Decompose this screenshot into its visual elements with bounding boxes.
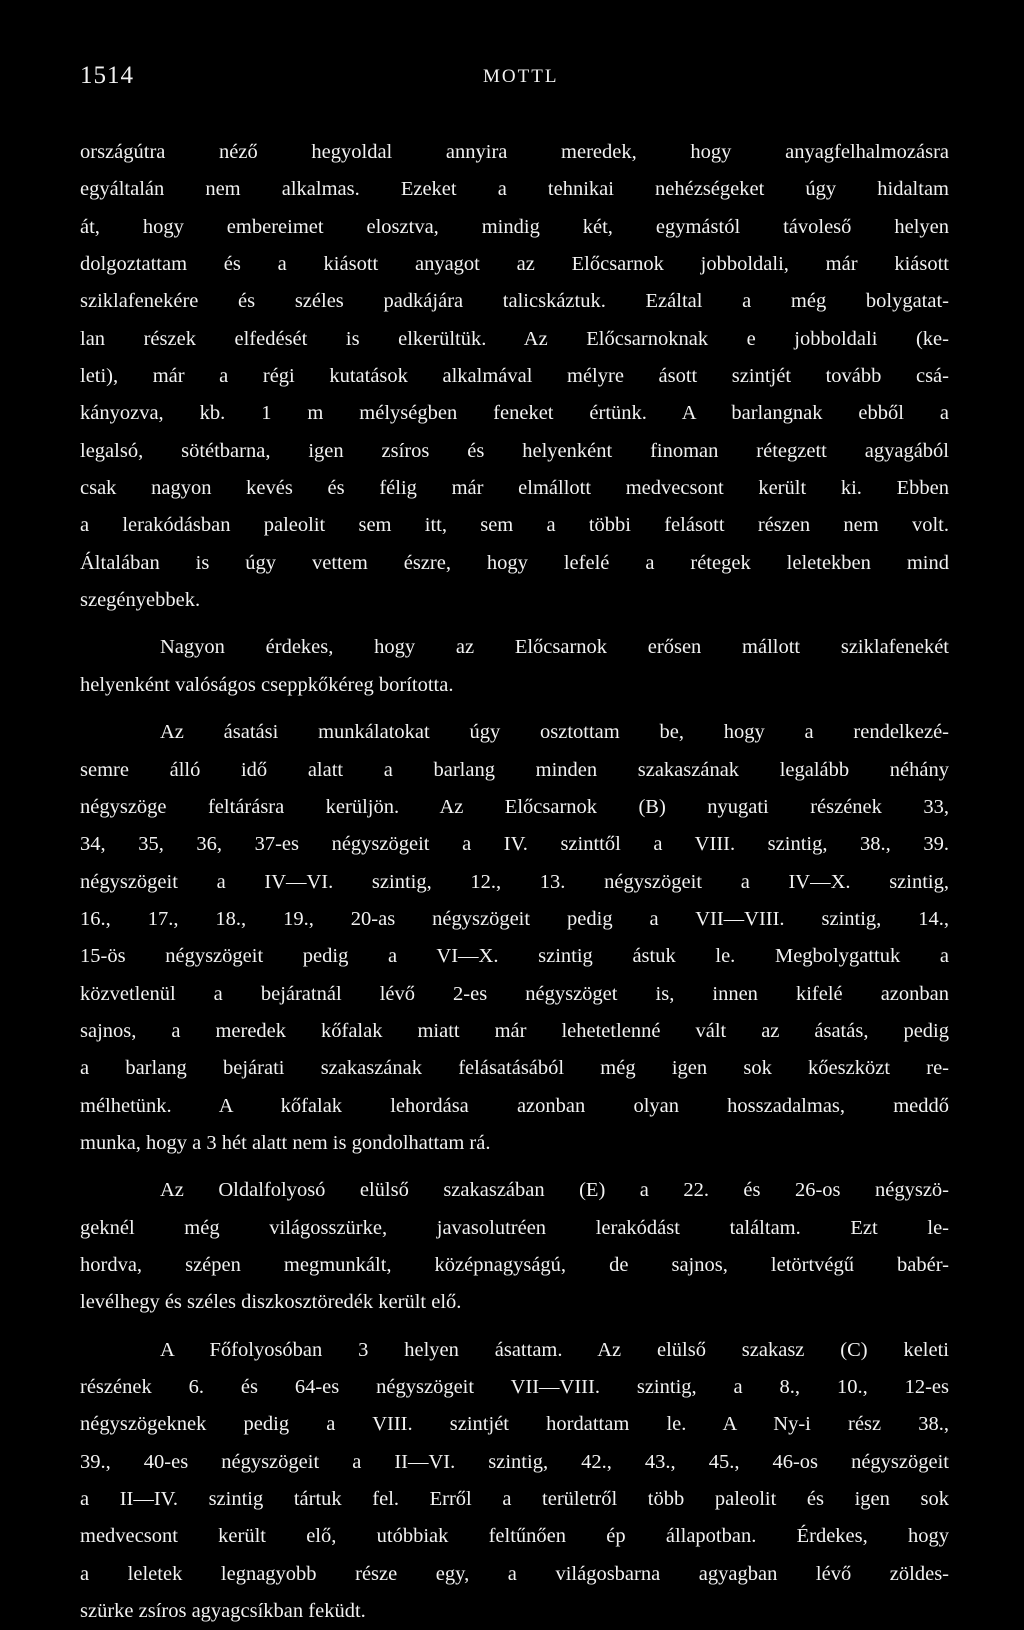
text-line: 34, 35, 36, 37-es négyszögeit a IV. szinttől a VIII. szintig, 38., 39.	[80, 833, 949, 856]
text-line: 39., 40-es négyszögeit a II—VI. szintig, 42., 43., 45., 46-os négyszögeit	[80, 1450, 949, 1473]
text-line: 15-ös négyszögeit pedig a VI—X. szintig ástuk le. Megbolygattuk a	[80, 945, 949, 968]
paragraph-gap	[80, 704, 949, 714]
text-line: geknél még világosszürke, javasolutréen lerakódást találtam. Ezt le-	[80, 1216, 949, 1239]
text-line: a II—IV. szintig tártuk fel. Erről a területről több paleolit és igen sok	[80, 1488, 949, 1511]
text-line: sajnos, a meredek kőfalak miatt már lehetetlenné vált az ásatás, pedig	[80, 1019, 949, 1042]
paragraph	[80, 134, 949, 619]
paragraph	[80, 629, 949, 704]
text-line: csak nagyon kevés és félig már elmállott medvecsont került ki. Ebben	[80, 477, 949, 500]
body-text	[80, 134, 949, 1630]
text-line: kányozva, kb. 1 m mélységben feneket értünk. A barlangnak ebből a	[80, 402, 949, 425]
text-line: át, hogy embereimet elosztva, mindig két, egymástól távoleső helyen	[80, 215, 949, 238]
text-line: közvetlenül a bejáratnál lévő 2-es négyszöget is, innen kifelé azonban	[80, 982, 949, 1005]
text-line: dolgoztattam és a kiásott anyagot az Előcsarnok jobboldali, már kiásott	[80, 253, 949, 276]
page-number: 1514	[80, 62, 134, 89]
text-line: 16., 17., 18., 19., 20-as négyszögeit pedig a VII—VIII. szintig, 14.,	[80, 907, 949, 930]
running-head: MOTTL	[483, 66, 559, 87]
text-line: medvecsont került elő, utóbbiak feltűnően ép állapotban. Érdekes, hogy	[80, 1525, 949, 1548]
text-line: Általában is úgy vettem észre, hogy lefelé a rétegek leletekben mind	[80, 551, 949, 574]
text-line: négyszögeit a IV—VI. szintig, 12., 13. négyszögeit a IV—X. szintig,	[80, 870, 949, 893]
text-line: legalsó, sötétbarna, igen zsíros és helyenként finoman rétegzett agyagából	[80, 439, 949, 462]
text-line: országútra néző hegyoldal annyira meredek, hogy anyagfelhalmozásra	[80, 141, 949, 163]
text-line: mélhetünk. A kőfalak lehordása azonban olyan hosszadalmas, meddő	[80, 1094, 949, 1117]
paragraph	[80, 714, 949, 1162]
text-line: hordva, szépen megmunkált, középnagyságú, de sajnos, letörtvégű babér-	[80, 1253, 949, 1276]
paragraph-gap	[80, 619, 949, 629]
text-line: Az ásatási munkálatokat úgy osztottam be, hogy a rendelkezé-	[160, 721, 949, 744]
text-line: semre álló idő alatt a barlang minden szakaszának legalább néhány	[80, 758, 949, 781]
text-line: sziklafenekére és széles padkájára talicskáztuk. Ezáltal a még bolygatat-	[80, 290, 949, 313]
text-line: levélhegy és széles diszkosztöredék került elő.	[80, 1291, 462, 1314]
text-line: szegényebbek.	[80, 589, 201, 612]
text-line: szürke zsíros agyagcsíkban feküdt.	[80, 1600, 366, 1623]
text-line: Az Oldalfolyosó elülső szakaszában (E) a 22. és 26-os négyszö-	[160, 1179, 949, 1202]
text-line: Nagyon érdekes, hogy az Előcsarnok erősen mállott sziklafenekét	[160, 636, 949, 659]
paragraph-gap	[80, 1322, 949, 1332]
text-line: négyszögeknek pedig a VIII. szintjét hordattam le. A Ny-i rész 38.,	[80, 1413, 949, 1436]
text-line: leti), már a régi kutatások alkalmával mélyre ásott szintjét tovább csá-	[80, 365, 949, 388]
text-line: a leletek legnagyobb része egy, a világosbarna agyagban lévő zöldes-	[80, 1562, 949, 1585]
text-line: részének 6. és 64-es négyszögeit VII—VIII. szintig, a 8., 10., 12-es	[80, 1376, 949, 1398]
paragraph	[80, 1332, 949, 1630]
text-line: A Főfolyosóban 3 helyen ásattam. Az elülső szakasz (C) keleti	[160, 1338, 949, 1361]
page-header	[80, 62, 949, 102]
text-line: négyszöge feltárásra kerüljön. Az Előcsarnok (B) nyugati részének 33,	[80, 795, 949, 818]
text-line: a barlang bejárati szakaszának felásatásából még igen sok kőeszközt re-	[80, 1057, 949, 1080]
text-line: a lerakódásban paleolit sem itt, sem a többi felásott részen nem volt.	[80, 514, 949, 537]
paragraph	[80, 1172, 949, 1321]
text-line: munka, hogy a 3 hét alatt nem is gondolhattam rá.	[80, 1131, 491, 1154]
text-line: egyáltalán nem alkalmas. Ezeket a tehnikai nehézségeket úgy hidaltam	[80, 178, 949, 201]
text-line: lan részek elfedését is elkerültük. Az Előcsarnoknak e jobboldali (ke-	[80, 327, 949, 350]
paragraph-gap	[80, 1162, 949, 1172]
text-line: helyenként valóságos cseppkőkéreg borította.	[80, 673, 454, 696]
